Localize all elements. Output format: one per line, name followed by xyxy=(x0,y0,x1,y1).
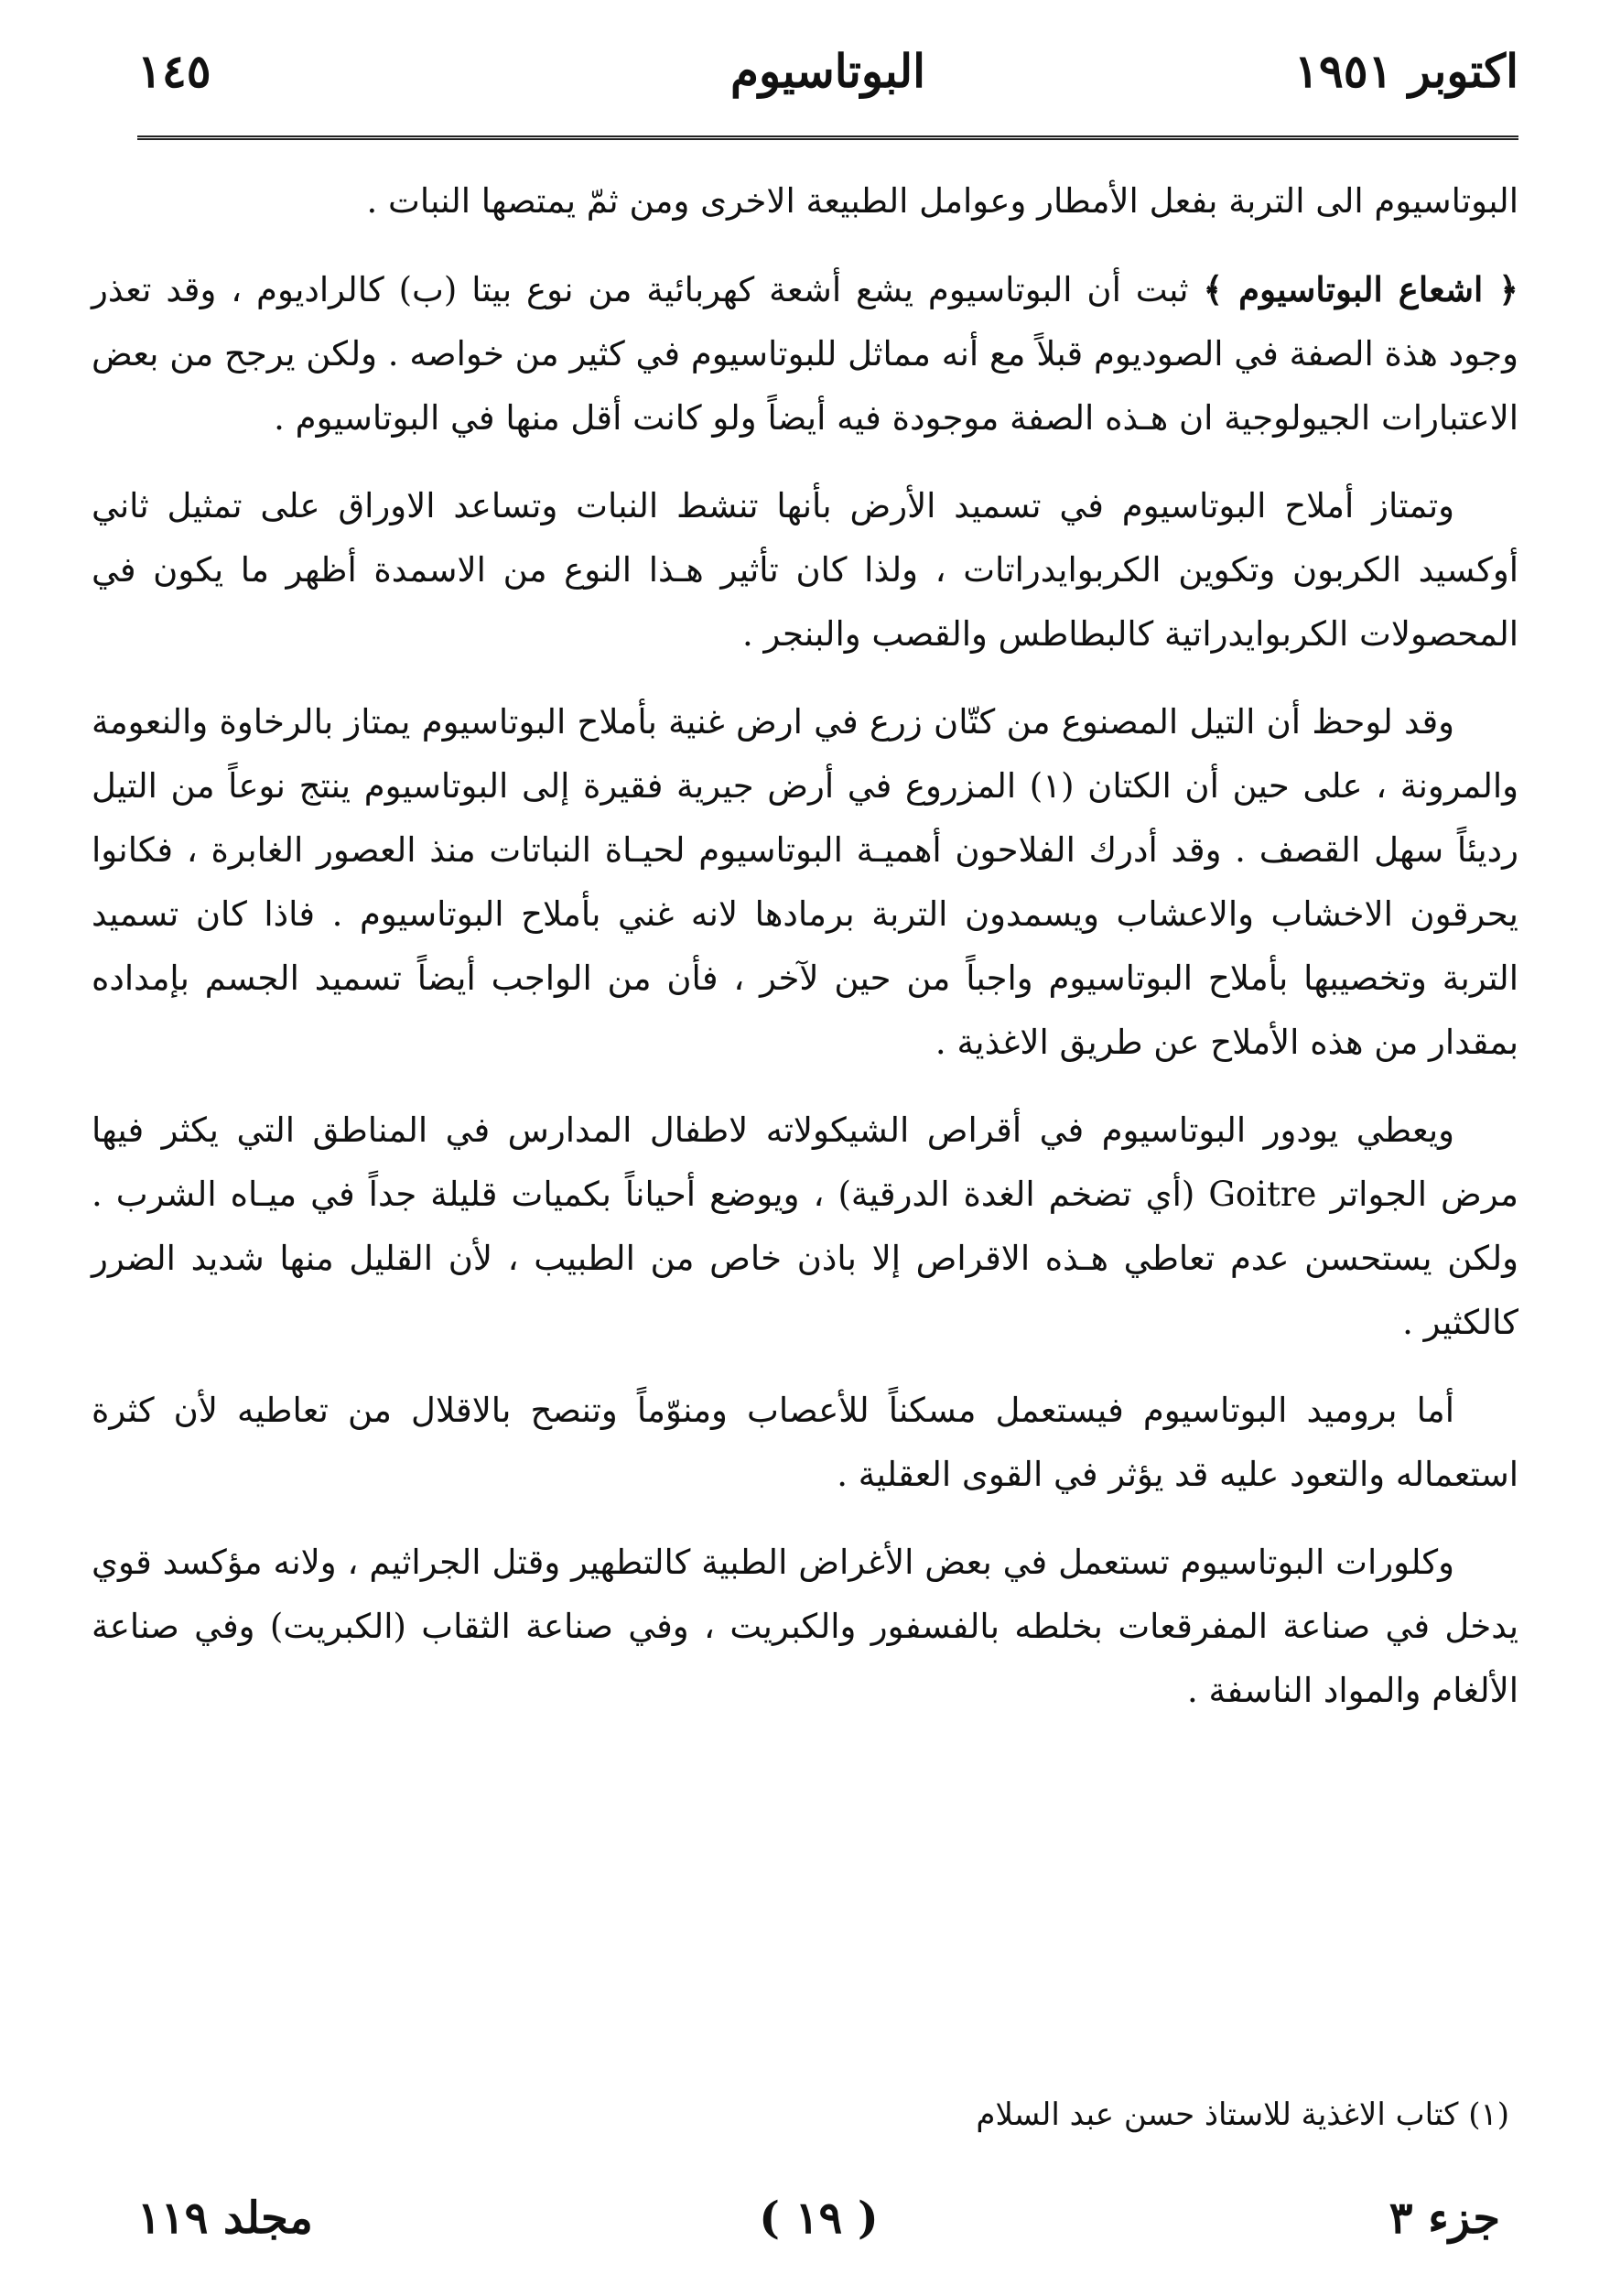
paragraph xyxy=(92,474,1518,666)
running-header xyxy=(137,44,1518,126)
footer-part: جزء ٣ xyxy=(1388,2193,1500,2244)
paragraph-text: وكلورات البوتاسيوم تستعمل في بعض الأغراض الطبية كالتطهير وقتل الجراثيم ، ولانه مؤكسد قوي يدخل في صناعة المفرقعات بخلطه بالفسفور والكبريت ، وفي صناعة الثقاب (الكبريت) وفي صناعة الألغام والمواد الناسفة . xyxy=(92,1543,1518,1710)
section-heading: ﴿ اشعاع البوتاسيوم ﴾ xyxy=(1203,269,1518,309)
header-rule xyxy=(137,135,1518,140)
paragraph-text: وقد لوحظ أن التيل المصنوع من كتّان زرع في ارض غنية بأملاح البوتاسيوم يمتاز بالرخاوة والنعومة والمرونة ، على حين أن الكتان (١) المزروع في أرض جيرية فقيرة إلى البوتاسيوم ينتج نوعاً من التيل رديئاً سهل القصف . وقد أدرك الفلاحون أهميـة البوتاسيوم لحيـاة النباتات منذ العصور الغابرة ، فكانوا يحرقون الاخشاب والاعشاب ويسمدون التربة برمادها لانه غني بأملاح البوتاسيوم . فاذا كان تسميد التربة وتخصيبها بأملاح البوتاسيوم واجباً من حين لآخر ، فأن من الواجب أيضاً تسميد الجسم بإمداده بمقدار من هذه الأملاح عن طريق الاغذية . xyxy=(92,702,1518,1062)
header-date: اكتوبر ١٩٥١ xyxy=(1294,44,1518,98)
paragraph xyxy=(92,1531,1518,1723)
header-title: البوتاسيوم xyxy=(730,44,925,98)
paragraph xyxy=(92,1379,1518,1507)
paragraph xyxy=(92,169,1518,233)
paragraph xyxy=(92,1099,1518,1355)
footer-volume: مجلد ١١٩ xyxy=(137,2193,313,2244)
article-body xyxy=(92,169,1518,1747)
header-page-number: ١٤٥ xyxy=(137,44,211,98)
paragraph xyxy=(92,690,1518,1075)
paragraph-text: وتمتاز أملاح البوتاسيوم في تسميد الأرض بأنها تنشط النبات وتساعد الاوراق على تمثيل ثاني أوكسيد الكربون وتكوين الكربوايدراتات ، ولذا كان تأثير هـذا النوع من الاسمدة أظهر ما يكون في المحصولات الكربوايدراتية كالبطاطس والقصب والبنجر . xyxy=(92,486,1518,654)
paragraph-text: ثبت أن البوتاسيوم يشع أشعة كهربائية من نوع بيتا (ب) كالراديوم ، وقد تعذر وجود هذة الصفة في الصوديوم قبلاً مع أنه مماثل للبوتاسيوم في كثير من خواصه . ولكن يرجح من بعض الاعتبارات الجيولوجية ان هـذه الصفة موجودة فيه أيضاً ولو كانت أقل منها في البوتاسيوم . xyxy=(92,270,1518,438)
footer-issue: ( ١٩ ) xyxy=(759,2193,879,2244)
paragraph-text: ويعطي يودور البوتاسيوم في أقراص الشيكولاته لاطفال المدارس في المناطق التي يكثر فيها مرض الجواتر Goitre (أي تضخم الغدة الدرقية) ، ويوضع أحياناً بكميات قليلة جداً في ميـاه الشرب . ولكن يستحسن عدم تعاطي هـذه الاقراص إلا باذن خاص من الطبيب ، لأن القليل منها شديد الضرر كالكثير . xyxy=(92,1110,1518,1342)
paragraph xyxy=(92,257,1518,450)
paragraph-text: البوتاسيوم الى التربة بفعل الأمطار وعوامل الطبيعة الاخرى ومن ثمّ يمتصها النبات . xyxy=(366,181,1518,221)
footnote: (١) كتاب الاغذية للاستاذ حسن عبد السلام xyxy=(976,2096,1509,2133)
paragraph-text: أما بروميد البوتاسيوم فيستعمل مسكناً للأعصاب ومنوّماً وتنصح بالاقلال من تعاطيه لأن كثرة استعماله والتعود عليه قد يؤثر في القوى العقلية . xyxy=(92,1391,1518,1494)
running-footer xyxy=(137,2193,1500,2266)
